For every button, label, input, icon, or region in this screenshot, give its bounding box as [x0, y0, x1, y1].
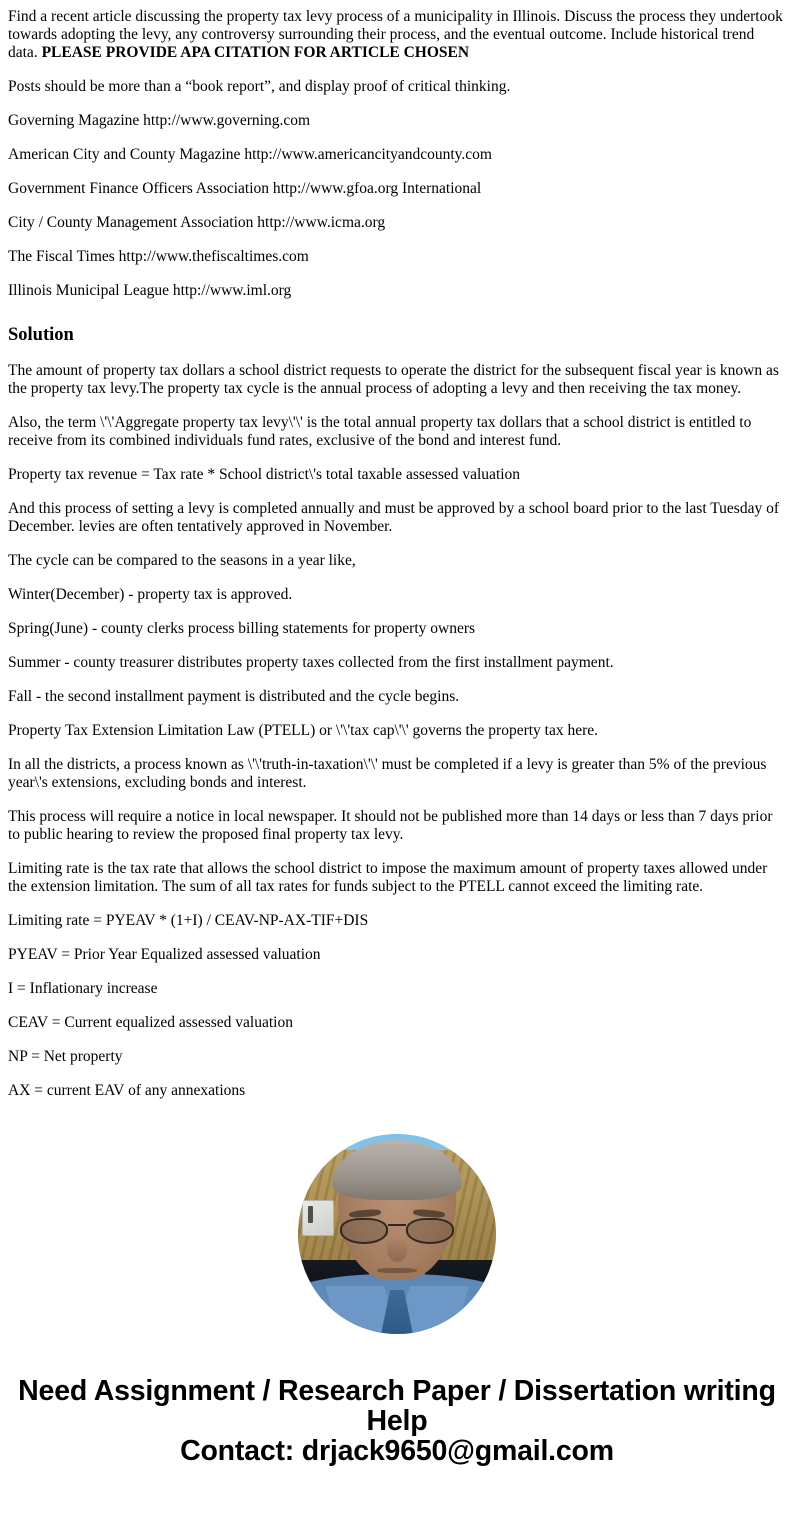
solution-paragraph: And this process of setting a levy is completed annually and must be approved by a school board prior to the last Tuesday of December. levies are often tentatively approved in November.	[8, 500, 779, 535]
solution-paragraph: Summer - county treasurer distributes property taxes collected from the first installment payment.	[8, 654, 614, 671]
variable-definition: NP = Net property	[8, 1048, 123, 1065]
avatar-lens	[406, 1218, 454, 1244]
avatar-nose	[387, 1238, 407, 1262]
promo-contact: Contact: drjack9650@gmail.com	[180, 1435, 614, 1467]
variable-definition: PYEAV = Prior Year Equalized assessed valuation	[8, 946, 321, 963]
variable-definition: I = Inflationary increase	[8, 980, 158, 997]
solution-paragraph: Also, the term \'\'Aggregate property tax levy\'\' is the total annual property tax dollars that a school district is entitled to receive from its combined individuals fund rates, exclusive of the bond and interest fund.	[8, 414, 752, 449]
source-line: American City and County Magazine http://www.americancityandcounty.com	[8, 146, 492, 163]
solution-paragraph: In all the districts, a process known as \'\'truth-in-taxation\'\' must be completed if a levy is greater than 5% of the previous year\'s extensions, excluding bonds and interest.	[8, 756, 767, 791]
solution-paragraph: This process will require a notice in local newspaper. It should not be published more than 14 days or less than 7 days prior to public hearing to review the proposed final property tax levy.	[8, 808, 773, 843]
avatar-lens	[340, 1218, 388, 1244]
avatar-glasses-bridge	[388, 1224, 406, 1226]
solution-paragraph: Fall - the second installment payment is distributed and the cycle begins.	[8, 688, 460, 705]
solution-paragraph: Limiting rate is the tax rate that allows the school district to impose the maximum amount of property taxes allowed under the extension limitation. The sum of all tax rates for funds subject to the PTELL cannot exceed the limiting rate.	[8, 860, 768, 895]
source-line: City / County Management Association http://www.icma.org	[8, 214, 386, 231]
source-line: Illinois Municipal League http://www.iml.org	[8, 282, 292, 299]
solution-paragraph: The cycle can be compared to the seasons in a year like,	[8, 552, 356, 569]
limiting-rate-formula: Limiting rate = PYEAV * (1+I) / CEAV-NP-AX-TIF+DIS	[8, 912, 369, 929]
assignment-prompt-text: Find a recent article discussing the property tax levy process of a municipality in Illinois. Discuss the process they undertook towards adopting the levy, any controversy surrounding their process, and the eventual outcome. Include historical trend data.	[8, 8, 783, 61]
promo-footer	[8, 1376, 786, 1490]
apa-citation-requirement: PLEASE PROVIDE APA CITATION FOR ARTICLE CHOSEN	[41, 44, 470, 61]
solution-paragraph: Property tax revenue = Tax rate * School district\'s total taxable assessed valuation	[8, 466, 521, 483]
variable-definition: CEAV = Current equalized assessed valuation	[8, 1014, 293, 1031]
solution-heading: Solution	[8, 325, 74, 345]
source-line: Government Finance Officers Association http://www.gfoa.org International	[8, 180, 482, 197]
source-line: The Fiscal Times http://www.thefiscaltimes.com	[8, 248, 309, 265]
solution-paragraph: Property Tax Extension Limitation Law (PTELL) or \'\'tax cap\'\' governs the property tax here.	[8, 722, 599, 739]
avatar-container	[8, 1134, 786, 1334]
solution-paragraph: The amount of property tax dollars a school district requests to operate the district for the subsequent fiscal year is known as the property tax levy.The property tax cycle is the annual process of adopting a levy and then receiving the tax money.	[8, 362, 779, 397]
assignment-prompt	[8, 8, 786, 62]
avatar-background-switch	[302, 1200, 334, 1236]
variable-definition: AX = current EAV of any annexations	[8, 1082, 246, 1099]
solution-paragraph: Spring(June) - county clerks process billing statements for property owners	[8, 620, 476, 637]
source-line: Governing Magazine http://www.governing.com	[8, 112, 311, 129]
avatar-mouth	[377, 1268, 417, 1273]
posts-note: Posts should be more than a “book report”, and display proof of critical thinking.	[8, 78, 511, 95]
avatar	[298, 1134, 496, 1334]
promo-headline: Need Assignment / Research Paper / Dissertation writing Help	[18, 1375, 776, 1437]
solution-paragraph: Winter(December) - property tax is approved.	[8, 586, 293, 603]
